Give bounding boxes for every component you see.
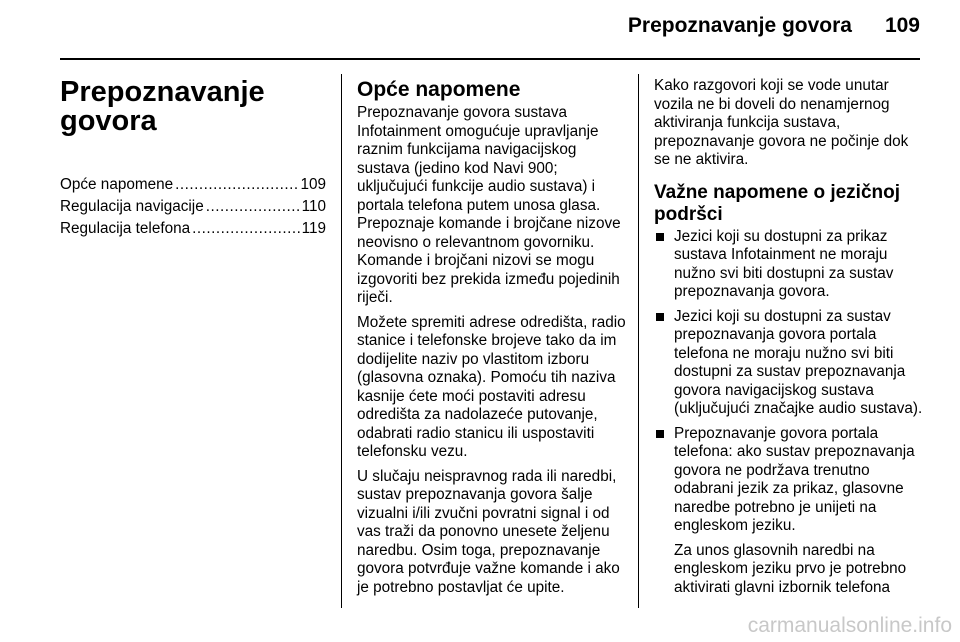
- toc-entry[interactable]: [60, 176, 326, 198]
- toc-leader-dots: [175, 176, 298, 195]
- watermark: carmanualsonline.info: [747, 614, 952, 637]
- language-notes-column: [654, 77, 924, 603]
- toc-entry-label: Opće napomene: [60, 176, 174, 193]
- body-paragraph: Kako razgovori koji se vode unutar vozila ne bi doveli do nenamjernog aktiviranja funkcija sustava, prepoznavanje govora ne počinje dok se ne aktivira.: [654, 77, 909, 168]
- list-item-text: Jezici koji su dostupni za prikaz sustava Infotainment ne moraju nužno svi biti dostupni za sustav prepoznavanja govora.: [674, 227, 894, 300]
- toc-entry-page: 119: [301, 220, 326, 237]
- square-bullet-icon: [656, 233, 664, 241]
- toc-entry[interactable]: [60, 198, 326, 220]
- running-header-title: Prepoznavanje govora: [627, 14, 852, 37]
- general-notes-column: [357, 78, 627, 603]
- chapter-column: [60, 78, 326, 242]
- body-paragraph: Prepoznavanje govora sustava Infotainment omogućuje upravljanje raznim funkcijama navigacijskog sustava (jedino kod Navi 900; uključujući funkcije audio sustava) i portala telefona putem unosa glasa. Prepoznaje komande i brojčane nizove neovisno o relevantnom govorniku. Komande i brojčani nizovi se mogu izgovoriti bez prekida između pojedinih riječi.: [357, 104, 621, 306]
- toc-entry-label: Regulacija telefona: [60, 220, 191, 237]
- page-number: 109: [884, 14, 920, 37]
- list-item: [654, 228, 924, 302]
- section-title: Opće napomene: [357, 78, 521, 101]
- toc-entry-page: 110: [301, 198, 326, 215]
- body-paragraph: Možete spremiti adrese odredišta, radio stanice i telefonske brojeve tako da im dodijelite naziv po vlastitom izboru (glasovna oznaka). Pomoću tih naziva kasnije ćete moći postaviti adresu odredišta za nadolazeće putovanje, odabrati radio stanicu ili uspostaviti telefonsku vezu.: [357, 313, 626, 460]
- bullet-list: [654, 228, 924, 536]
- list-item-text: Jezici koji su dostupni za sustav prepoznavanja govora portala telefona ne moraju nužno svi biti dostupni za sustav prepoznavanja govora navigacijskog sustava (uključujući značajke audio sustava).: [674, 307, 923, 417]
- subsection-title: Važne napomene o jezičnoj podršci: [654, 181, 901, 225]
- toc-entry-label: Regulacija navigacije: [60, 198, 204, 215]
- header-rule: [60, 58, 920, 60]
- square-bullet-icon: [656, 313, 664, 321]
- bullet-note: Za unos glasovnih naredbi na engleskom jeziku prvo je potrebno aktivirati glavni izbornik telefona: [674, 541, 907, 596]
- toc-entry-page: 109: [300, 176, 326, 193]
- list-item: [654, 308, 924, 419]
- toc-leader-dots: [192, 220, 299, 239]
- toc-entry[interactable]: [60, 220, 326, 242]
- table-of-contents: [60, 176, 326, 242]
- list-item-text: Prepoznavanje govora portala telefona: ako sustav prepoznavanja govora ne podržava trenutno odabrani jezik za prikaz, glasovne naredbe potrebno je unijeti na engleskom jeziku.: [674, 424, 915, 534]
- column-divider: [638, 74, 639, 608]
- body-paragraph: U slučaju neispravnog rada ili naredbi, sustav prepoznavanja govora šalje vizualni i/ili zvučni povratni signal i od vas traži da ponovno unesete željenu naredbu. Osim toga, prepoznavanje govora potvrđuje važne komande i ako je potrebno postavljat će upite.: [357, 467, 620, 596]
- column-divider: [341, 74, 342, 608]
- toc-leader-dots: [206, 198, 300, 217]
- list-item: [654, 425, 924, 536]
- chapter-title: Prepoznavanje govora: [60, 76, 265, 137]
- square-bullet-icon: [656, 430, 664, 438]
